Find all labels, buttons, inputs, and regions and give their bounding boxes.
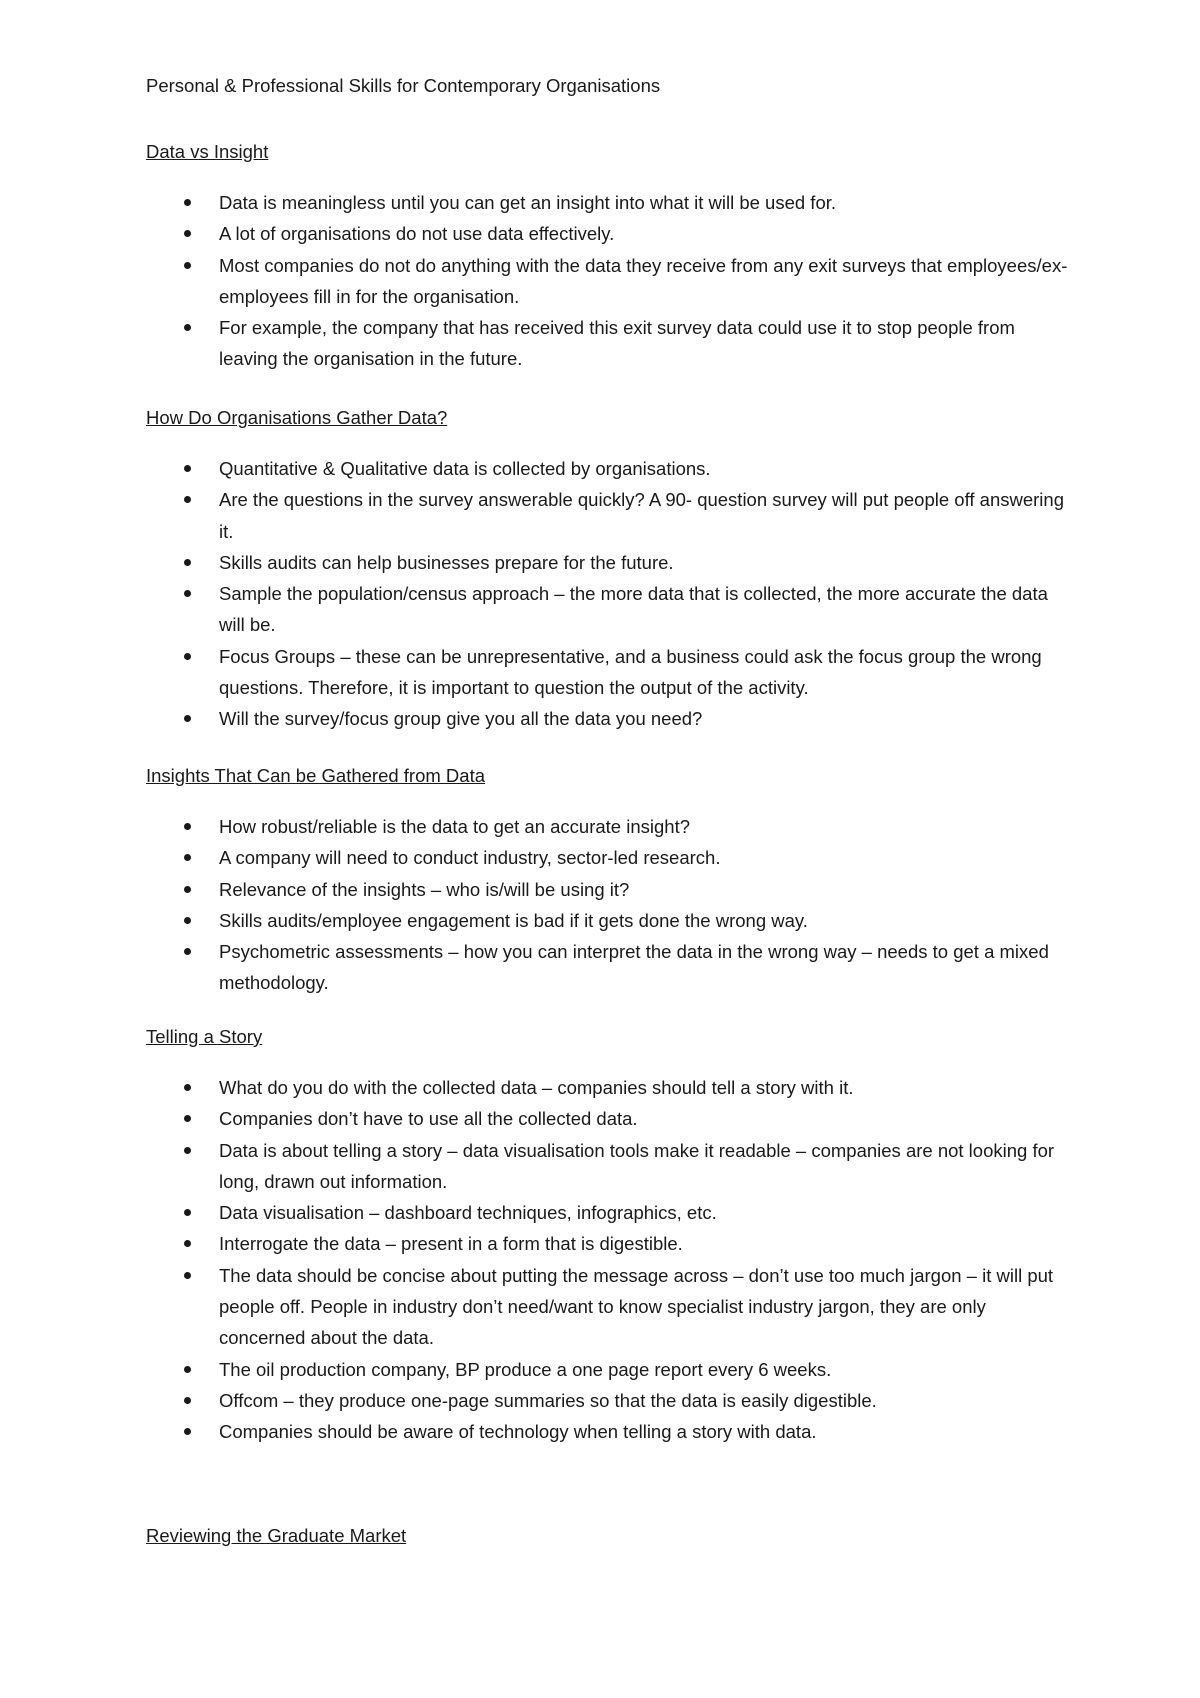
bullet-icon [184, 465, 191, 472]
section-heading: How Do Organisations Gather Data? [146, 407, 448, 428]
list-item-text: Data is about telling a story – data visualisation tools make it readable – companies are not looking for long, drawn out information. [219, 1139, 1055, 1192]
list-item-text: Focus Groups – these can be unrepresentative, and a business could ask the focus group the wrong questions. Therefore, it is important to question the output of the activity. [219, 645, 1042, 699]
bullet-icon [184, 559, 191, 566]
section-gather-data [146, 406, 1076, 735]
list-item [146, 547, 1076, 578]
bullet-icon [184, 590, 191, 597]
list-item [146, 1260, 1076, 1354]
list-item-text: Sample the population/census approach – the more data that is collected, the more accurate the data will be. [219, 583, 1048, 636]
list-item-text: Relevance of the insights – who is/will be using it? [219, 878, 630, 900]
list-item-text: Data visualisation – dashboard techniques, infographics, etc. [219, 1202, 717, 1224]
bullet-icon [184, 653, 191, 660]
bullet-icon [184, 948, 191, 955]
list-item-text: Companies should be aware of technology when telling a story with data. [219, 1421, 817, 1443]
list-item [146, 1072, 1076, 1103]
list-item [146, 641, 1076, 704]
list-item [146, 1103, 1076, 1134]
bullet-icon [184, 1366, 191, 1373]
section-heading: Data vs Insight [146, 141, 269, 162]
list-item [146, 484, 1076, 547]
list-item-text: Data is meaningless until you can get an insight into what it will be used for. [219, 192, 837, 213]
bullet-icon [184, 823, 191, 830]
bullet-icon [184, 262, 191, 269]
list-item [146, 1228, 1076, 1259]
list-item [146, 250, 1076, 313]
list-item [146, 842, 1076, 873]
bullet-icon [184, 199, 191, 206]
list-item-text: The oil production company, BP produce a one page report every 6 weeks. [219, 1358, 832, 1380]
list-item [146, 1416, 1076, 1447]
list-item [146, 453, 1076, 484]
list-item-text: For example, the company that has received this exit survey data could use it to stop people from leaving the organisation in the future. [219, 317, 1015, 370]
list-item-text: What do you do with the collected data – companies should tell a story with it. [219, 1077, 854, 1098]
list-item-text: Psychometric assessments – how you can interpret the data in the wrong way – needs to get a mixed methodology. [219, 941, 1049, 994]
list-item-text: Quantitative & Qualitative data is collected by organisations. [219, 458, 711, 479]
list-item [146, 218, 1076, 249]
section-insights-from-data [146, 764, 1076, 999]
section-telling-a-story [146, 1025, 1076, 1448]
list-item-text: Skills audits can help businesses prepare for the future. [219, 551, 674, 573]
bullet-icon [184, 324, 191, 331]
list-item-text: Most companies do not do anything with the data they receive from any exit surveys that employees/ex-employees fill in for the organisation. [219, 254, 1068, 307]
section-graduate-market [146, 1524, 1076, 1548]
list-item [146, 187, 1076, 218]
bullet-icon [184, 917, 191, 924]
list-item-text: Skills audits/employee engagement is bad if it gets done the wrong way. [219, 909, 808, 931]
bullet-icon [184, 886, 191, 893]
bullet-icon [184, 1115, 191, 1122]
list-item [146, 1197, 1076, 1228]
bullet-icon [184, 715, 191, 722]
list-item [146, 905, 1076, 936]
section-heading: Telling a Story [146, 1026, 263, 1047]
bullet-list [146, 811, 1076, 999]
list-item [146, 312, 1076, 375]
list-item-text: Are the questions in the survey answerable quickly? A 90- question survey will put people off answering it. [219, 489, 1064, 542]
list-item-text: Interrogate the data – present in a form that is digestible. [219, 1233, 683, 1255]
list-item [146, 874, 1076, 905]
section-data-vs-insight [146, 140, 1076, 375]
list-item-text: A company will need to conduct industry, sector-led research. [219, 847, 721, 869]
list-item [146, 1354, 1076, 1385]
list-item [146, 703, 1076, 734]
bullet-icon [184, 1397, 191, 1404]
list-item-text: Will the survey/focus group give you all the data you need? [219, 708, 703, 730]
list-item-text: The data should be concise about putting the message across – don’t use too much jargon – it will put people off. People in industry don’t need/want to know specialist industry jargon, they are only concerned about the data. [219, 1264, 1054, 1349]
document-title: Personal & Professional Skills for Contemporary Organisations [146, 75, 661, 96]
list-item-text: A lot of organisations do not use data effectively. [219, 223, 615, 245]
list-item [146, 1135, 1076, 1198]
list-item-text: Companies don’t have to use all the collected data. [219, 1108, 638, 1130]
bullet-icon [184, 1209, 191, 1216]
list-item [146, 578, 1076, 641]
bullet-list [146, 187, 1076, 375]
list-item [146, 936, 1076, 999]
bullet-list [146, 453, 1076, 735]
bullet-icon [184, 1240, 191, 1247]
list-item [146, 811, 1076, 842]
bullet-icon [184, 1428, 191, 1435]
list-item-text: How robust/reliable is the data to get an accurate insight? [219, 816, 691, 837]
bullet-list [146, 1072, 1076, 1448]
bullet-icon [184, 1084, 191, 1091]
bullet-icon [184, 1147, 191, 1154]
bullet-icon [184, 854, 191, 861]
bullet-icon [184, 496, 191, 503]
section-heading: Insights That Can be Gathered from Data [146, 765, 486, 786]
bullet-icon [184, 230, 191, 237]
list-item [146, 1385, 1076, 1416]
list-item-text: Offcom – they produce one-page summaries so that the data is easily digestible. [219, 1389, 877, 1411]
bullet-icon [184, 1272, 191, 1279]
section-heading: Reviewing the Graduate Market [146, 1525, 407, 1546]
